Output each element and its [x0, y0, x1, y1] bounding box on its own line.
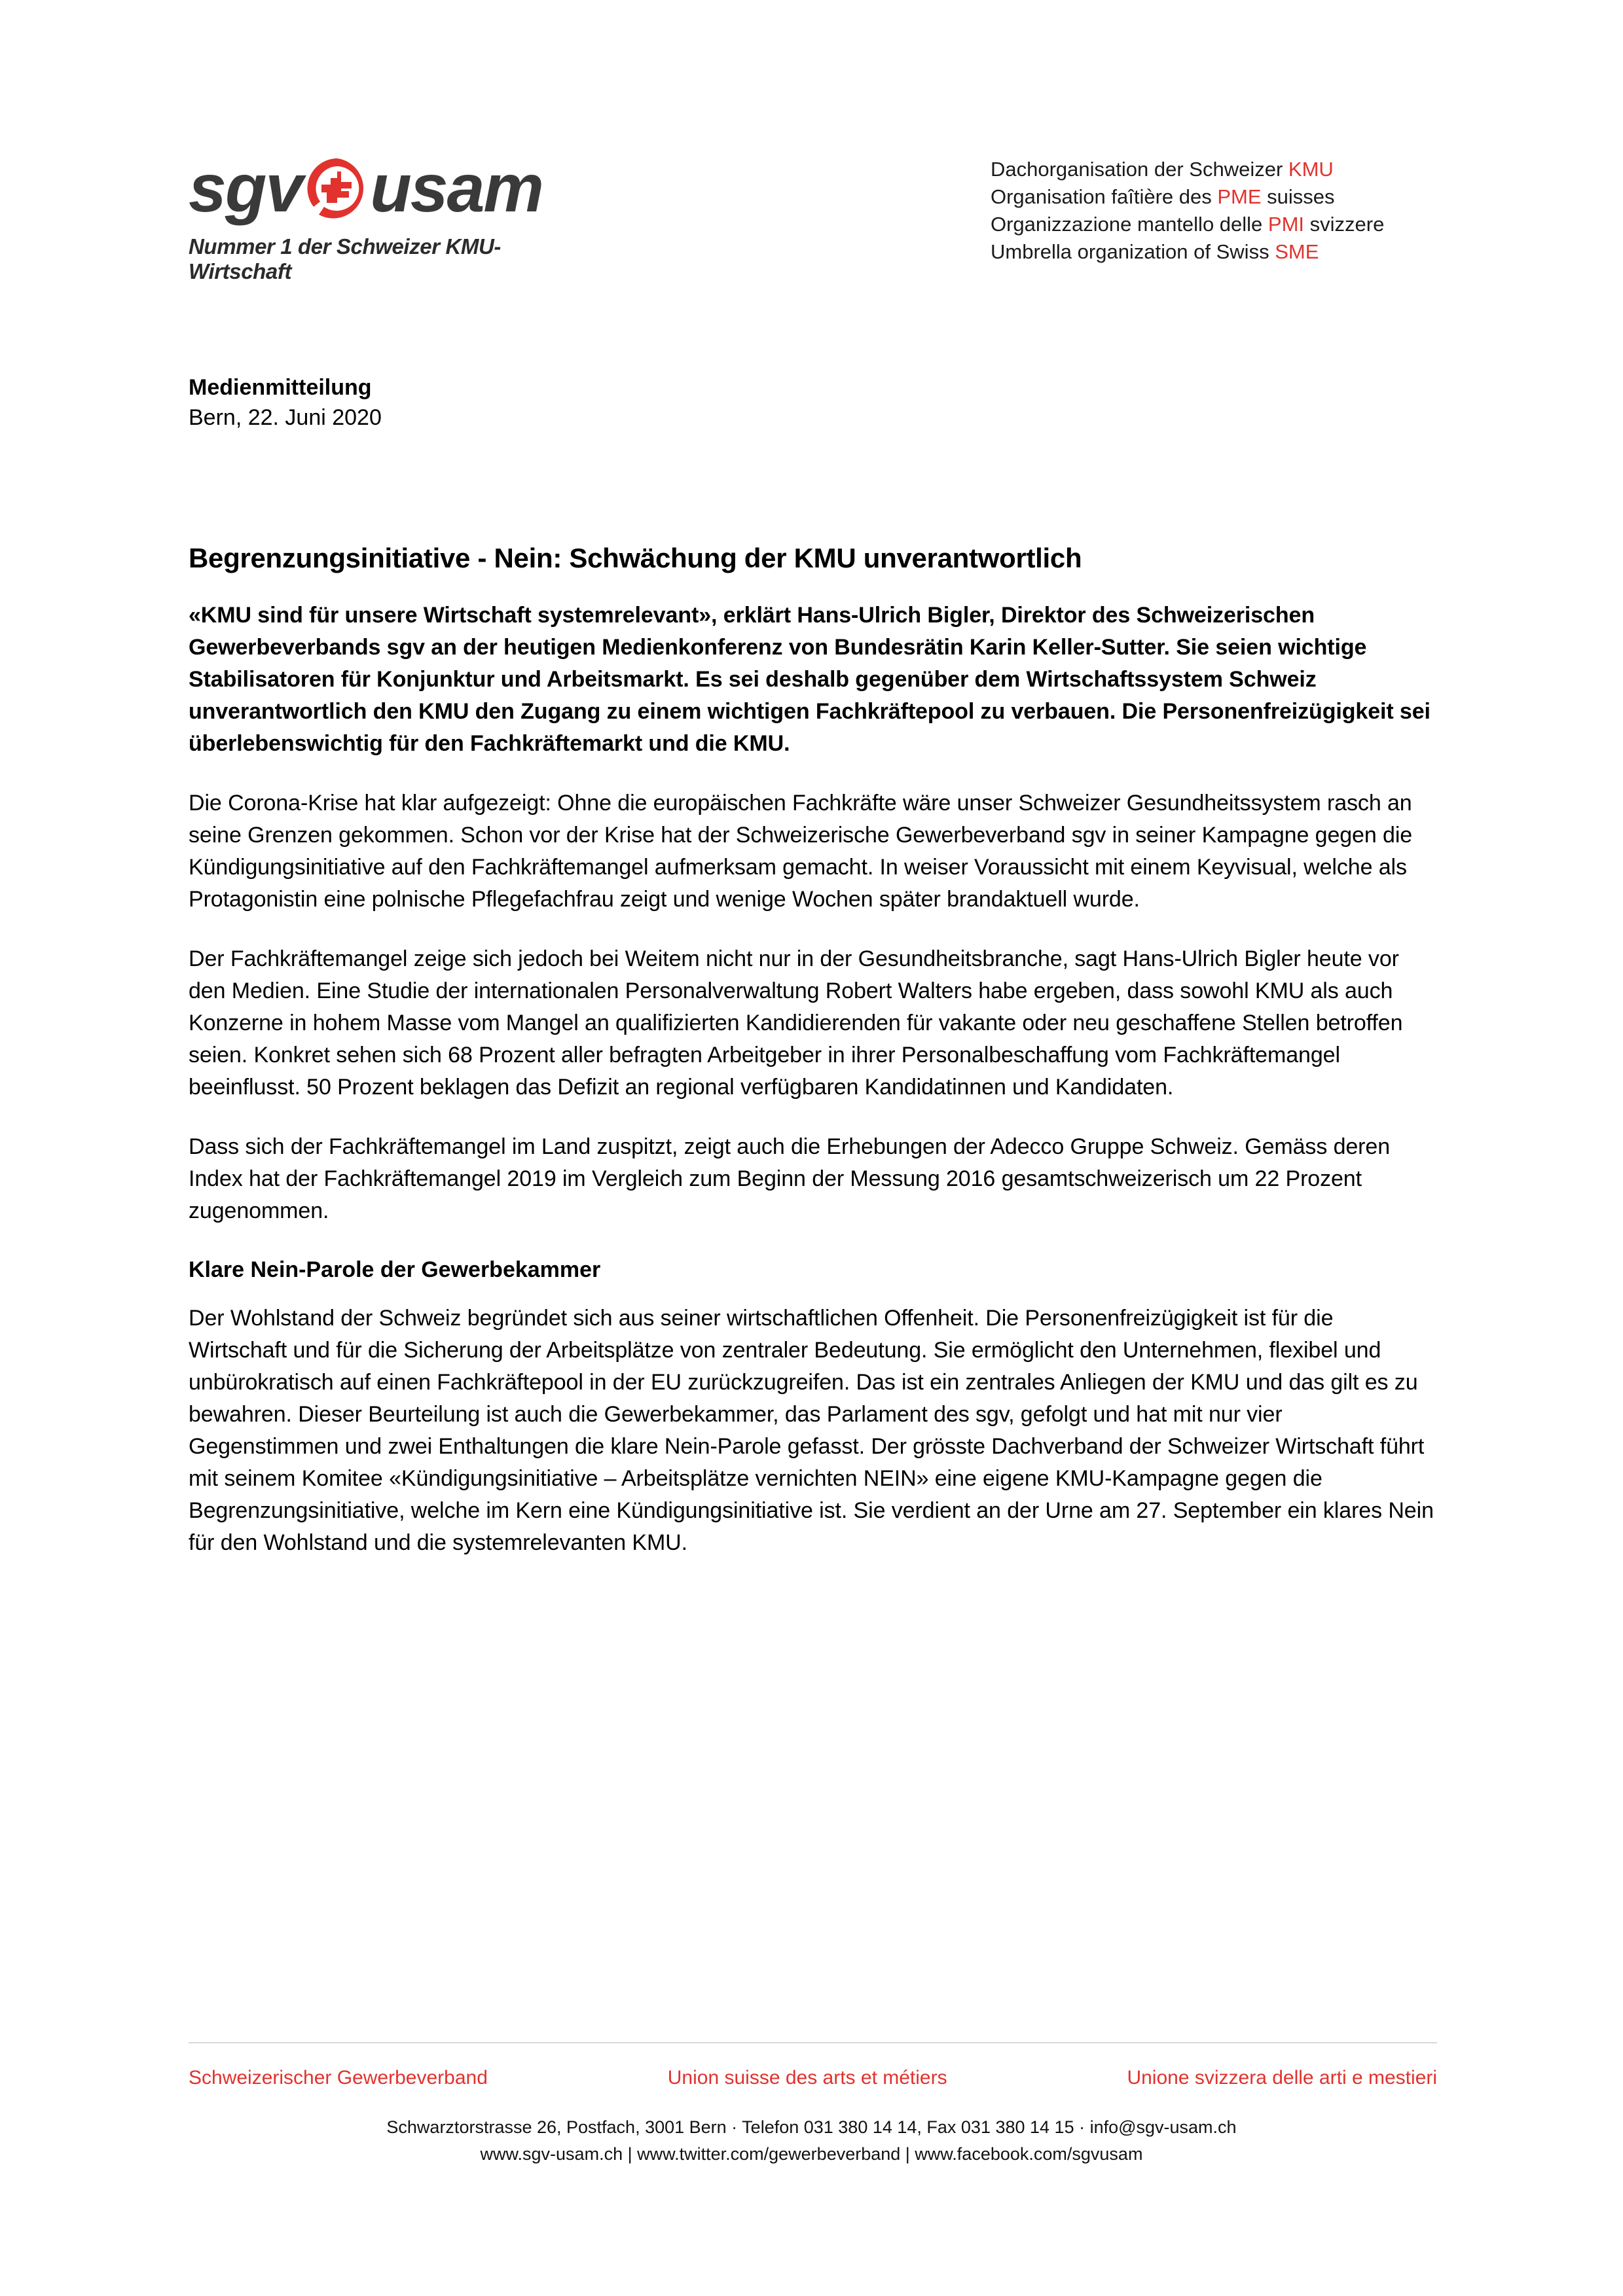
header-language-line-it — [991, 211, 1384, 238]
lang-de-accent: KMU — [1288, 158, 1334, 181]
footer-org-de: Schweizerischer Gewerbeverband — [189, 2067, 488, 2089]
lead-paragraph: «KMU sind für unsere Wirtschaft systemrelevant», erklärt Hans-Ulrich Bigler, Direktor des Schweizerischen Gewerbeverbands sgv an der heutigen Medienkonferenz von Bundesrätin Karin Keller-Sutter. Sie seien wichtige Stabilisatoren für Konjunktur und Arbeitsmarkt. Es sei deshalb gegenüber dem Wirtschaftssystem Schweiz unverantwortlich den KMU den Zugang zu einem wichtigen Fachkräftepool zu verbauen. Die Personenfreizügigkeit sei überlebenswichtig für den Fachkräftemarkt und die KMU. — [189, 603, 1431, 757]
lang-en-before: Umbrella organization of Swiss — [991, 240, 1275, 264]
lang-it-after: svizzere — [1304, 213, 1385, 236]
lang-it-before: Organizzazione mantello delle — [991, 213, 1268, 236]
header-language-line-en — [991, 238, 1384, 266]
lang-fr-accent: PME — [1217, 185, 1262, 209]
logo-text-usam: usam — [370, 151, 543, 226]
footer-address-line: Schwarztorstrasse 26, Postfach, 3001 Bern · Telefon 031 380 14 14, Fax 031 380 14 15 · info@sgv-usam.ch — [386, 2117, 1237, 2137]
footer-contact — [0, 2114, 1623, 2167]
lang-en-accent: SME — [1275, 240, 1319, 264]
document-meta — [189, 373, 382, 433]
header-language-lines — [991, 156, 1384, 266]
swiss-cross-circle-icon — [303, 154, 371, 223]
lang-fr-after: suisses — [1261, 185, 1335, 209]
header-language-line-de — [991, 156, 1384, 183]
body-paragraph-2: Der Fachkräftemangel zeige sich jedoch bei Weitem nicht nur in der Gesundheitsbranche, sagt Hans-Ulrich Bigler heute vor den Medien. Eine Studie der internationalen Personalverwaltung Robert Walters habe ergeben, dass sowohl KMU als auch Konzerne in hohem Masse vom Mangel an qualifizierten Kandidierenden für vakante oder neu geschaffene Stellen betroffen seien. Konkret sehen sich 68 Prozent aller befragten Arbeitgeber in ihrer Personalbeschaffung vom Fachkräftemangel beeinflusst. 50 Prozent beklagen das Defizit an regional verfügbaren Kandidatinnen und Kandidaten. — [189, 946, 1403, 1100]
sgv-usam-logo — [189, 152, 568, 284]
footer-org-names — [189, 2067, 1437, 2089]
lang-de-before: Dachorganisation der Schweizer — [991, 158, 1288, 181]
section-subheading: Klare Nein-Parole der Gewerbekammer — [189, 1257, 601, 1282]
document-header — [0, 0, 1623, 308]
lang-it-accent: PMI — [1267, 213, 1305, 236]
header-language-line-fr — [991, 183, 1384, 211]
place-date-label: Bern, 22. Juni 2020 — [189, 404, 382, 430]
page-title: Begrenzungsinitiative - Nein: Schwächung der KMU unverantwortlich — [189, 543, 1082, 573]
body-paragraph-3: Dass sich der Fachkräftemangel im Land zuspitzt, zeigt auch die Erhebungen der Adecco Gruppe Schweiz. Gemäss deren Index hat der Fachkräftemangel 2019 im Vergleich zum Beginn der Messung 2016 gesamtschweizerisch um 22 Prozent zugenommen. — [189, 1134, 1391, 1223]
footer-divider — [189, 2042, 1437, 2043]
logo-tagline: Nummer 1 der Schweizer KMU-Wirtschaft — [189, 234, 501, 283]
article-body — [189, 542, 1437, 1559]
lang-fr-before: Organisation faîtière des — [991, 185, 1218, 209]
body-paragraph-4: Der Wohlstand der Schweiz begründet sich aus seiner wirtschaftlichen Offenheit. Die Personenfreizügigkeit ist für die Wirtschaft und für die Sicherung der Arbeitsplätze von zentraler Bedeutung. Sie ermöglicht den Unternehmen, flexibel und unbürokratisch auf einen Fachkräftepool in der EU zurückzugreifen. Das ist ein zentrales Anliegen der KMU und das gilt es zu bewahren. Dieser Beurteilung ist auch die Gewerbekammer, das Parlament des sgv, gefolgt und hat mit nur vier Gegenstimmen und zwei Enthaltungen die klare Nein-Parole gefasst. Der grösste Dachverband der Schweizer Wirtschaft führt mit seinem Komitee «Kündigungsinitiative – Arbeitsplätze vernichten NEIN» eine eigene KMU-Kampagne gegen die Begrenzungsinitiative, welche im Kern eine Kündigungsinitiative ist. Sie verdient an der Urne am 27. September ein klares Nein für den Wohlstand und die systemrelevanten KMU. — [189, 1306, 1434, 1555]
body-paragraph-1: Die Corona-Krise hat klar aufgezeigt: Ohne die europäischen Fachkräfte wäre unser Schweizer Gesundheitssystem rasch an seine Grenzen gekommen. Schon vor der Krise hat der Schweizerische Gewerbeverband sgv in seiner Kampagne gegen die Kündigungsinitiative auf den Fachkräftemangel aufmerksam gemacht. In weiser Voraussicht mit einem Keyvisual, welche als Protagonistin eine polnische Pflegefachfrau zeigt und wenige Wochen später brandaktuell wurde. — [189, 791, 1413, 912]
logo-text-sgv: sgv — [189, 151, 302, 226]
document-type-label: Medienmitteilung — [189, 375, 372, 400]
footer-org-fr: Union suisse des arts et métiers — [667, 2067, 947, 2089]
footer-org-it: Unione svizzera delle arti e mestieri — [1127, 2067, 1437, 2089]
footer-links-line[interactable]: www.sgv-usam.ch | www.twitter.com/gewerbeverband | www.facebook.com/sgvusam — [480, 2144, 1143, 2164]
logo-wordmark — [189, 152, 568, 225]
